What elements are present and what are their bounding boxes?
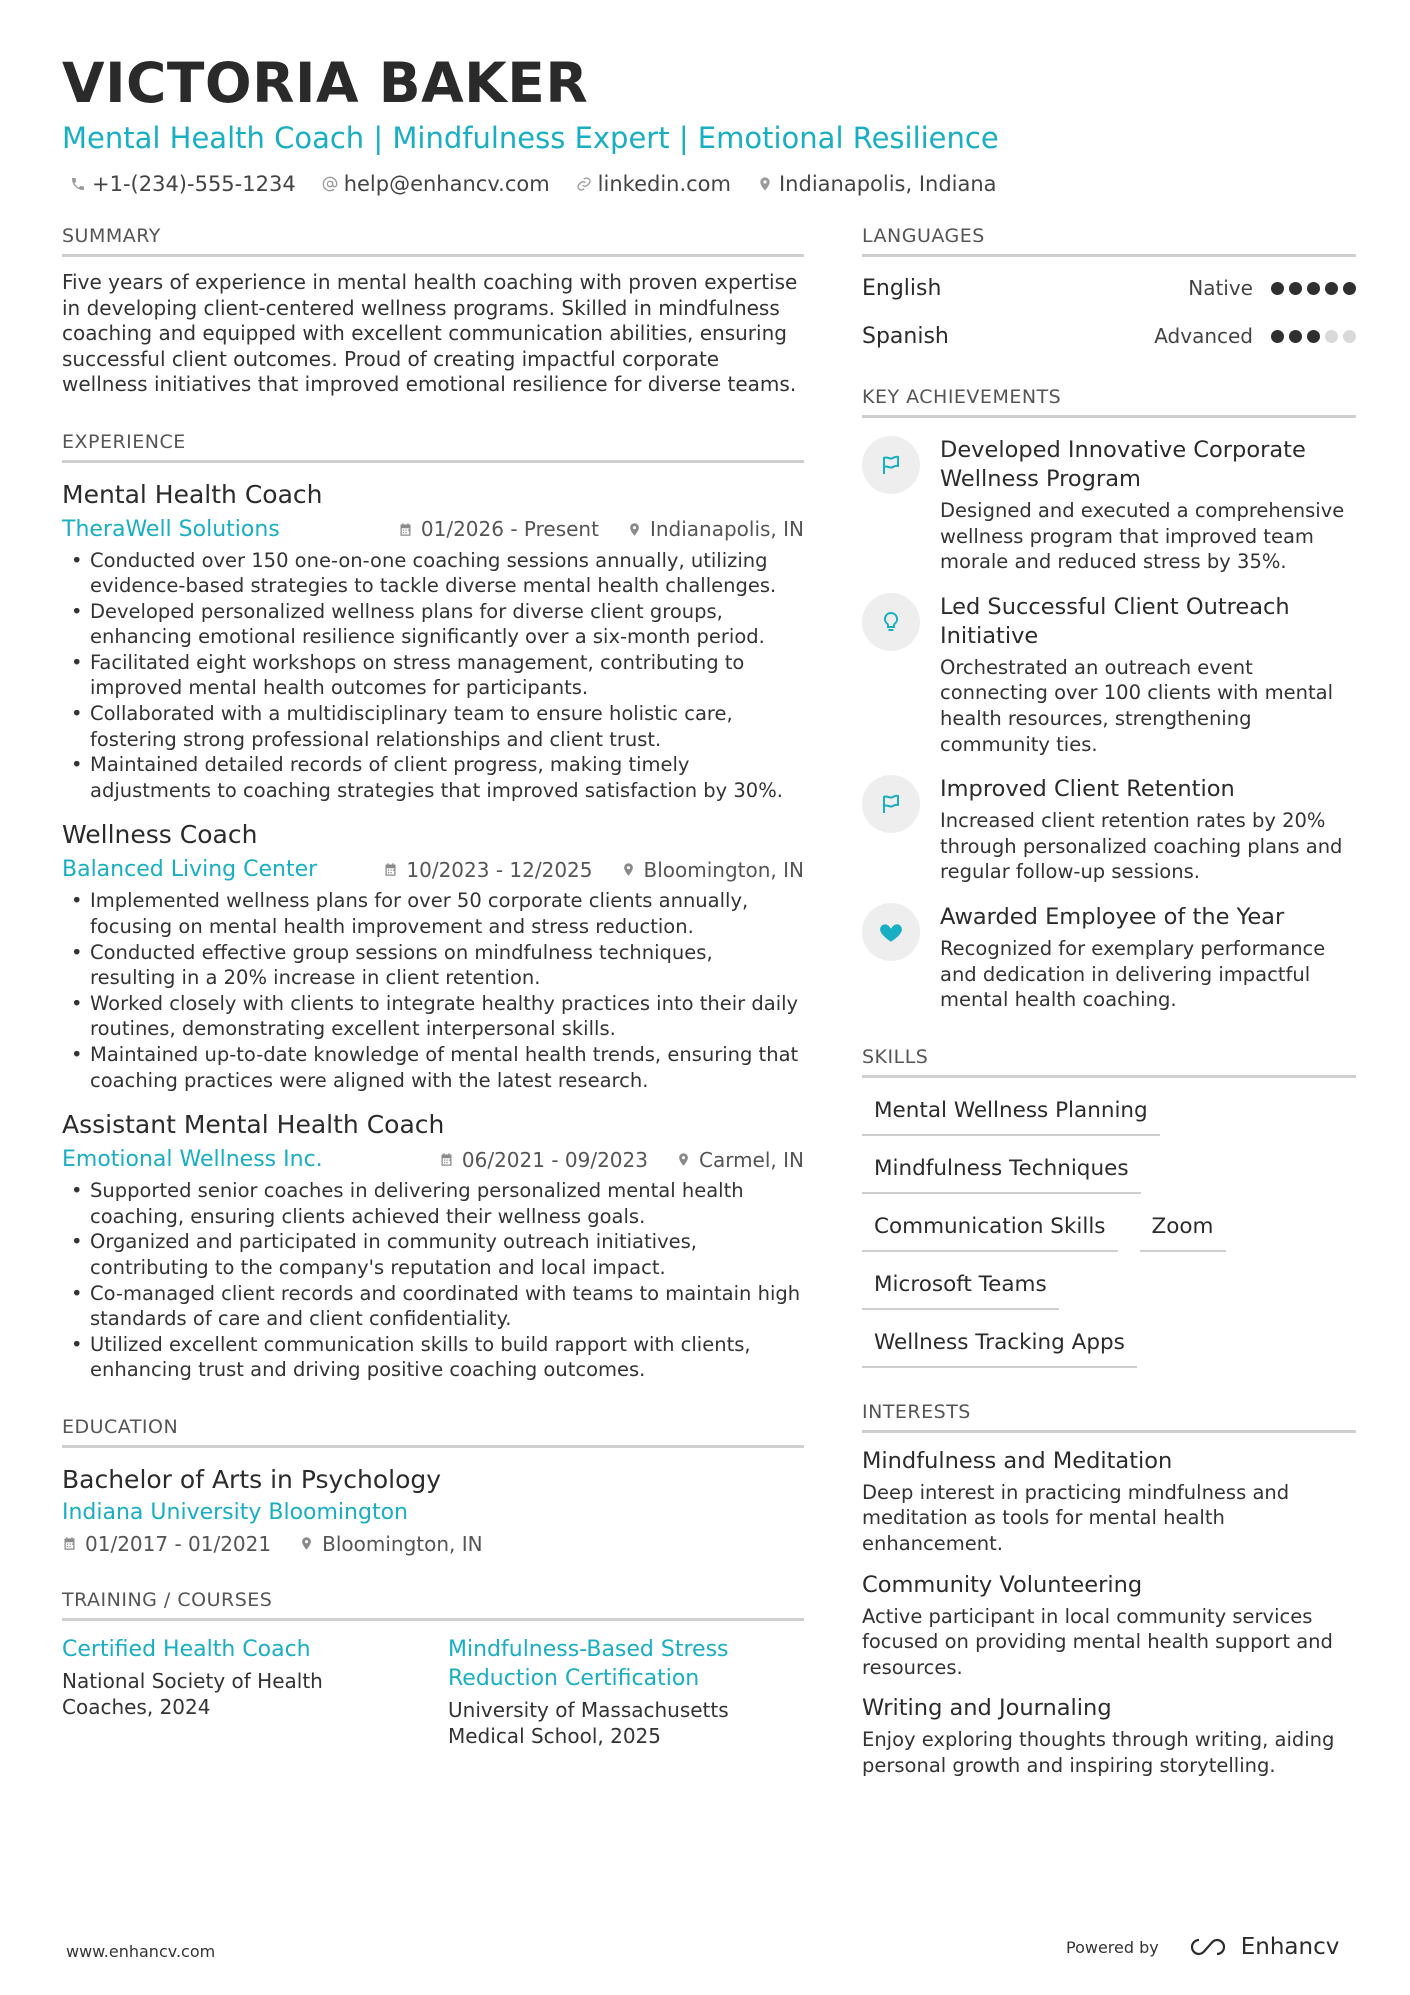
contact-email[interactable] bbox=[322, 170, 550, 198]
skill-tag: Microsoft Teams bbox=[862, 1270, 1059, 1310]
job-bullet: • Conducted effective group sessions on mindfulness techniques, resulting in a 20% increase in client retention. bbox=[62, 940, 804, 991]
resume-header bbox=[62, 52, 1352, 198]
rating-dot bbox=[1289, 282, 1302, 295]
brand-name: Enhancv bbox=[1240, 1934, 1340, 1960]
footer-website[interactable]: www.enhancv.com bbox=[66, 1942, 216, 1961]
achievement-desc: Recognized for exemplary performance and dedication in delivering impactful mental health coaching. bbox=[940, 936, 1326, 1012]
rating-dot bbox=[1307, 282, 1320, 295]
language-rating bbox=[1271, 330, 1356, 343]
course-entry bbox=[448, 1635, 804, 1749]
language-level: Advanced bbox=[1154, 324, 1253, 348]
headline: Mental Health Coach | Mindfulness Expert | Emotional Resilience bbox=[62, 121, 999, 155]
company-name: Balanced Living Center bbox=[62, 857, 318, 883]
language-row bbox=[862, 319, 1356, 353]
job-dates-text: 10/2023 - 12/2025 bbox=[406, 857, 593, 882]
job-dates-text: 01/2026 - Present bbox=[420, 517, 599, 541]
achievement-desc: Increased client retention rates by 20% through personalized coaching plans and regular follow-up sessions. bbox=[940, 809, 1343, 884]
achievement-title: Led Successful Client Outreach Initiative bbox=[940, 593, 1290, 649]
job-bullets bbox=[62, 888, 804, 1093]
heart-icon bbox=[862, 903, 920, 961]
interest-entry bbox=[862, 1447, 1356, 1557]
candidate-name: VICTORIA BAKER bbox=[62, 51, 589, 115]
course-org: University of Massachusetts Medical School, 2025 bbox=[448, 1697, 729, 1748]
education-section bbox=[62, 1415, 804, 1556]
achievement-title: Awarded Employee of the Year bbox=[940, 903, 1285, 930]
job-dates bbox=[439, 1148, 648, 1172]
location-text: Indianapolis, Indiana bbox=[778, 172, 997, 196]
achievement-entry bbox=[862, 775, 1356, 885]
location-pin-icon bbox=[757, 176, 773, 192]
link-icon bbox=[576, 176, 592, 192]
interests-heading: INTERESTS bbox=[862, 1400, 1356, 1433]
powered-by-text: Powered by bbox=[1066, 1937, 1159, 1957]
contact-phone[interactable] bbox=[70, 170, 296, 198]
training-heading: TRAINING / COURSES bbox=[62, 1588, 804, 1621]
skill-tag: Mindfulness Techniques bbox=[862, 1154, 1141, 1194]
training-section bbox=[62, 1588, 804, 1749]
right-column bbox=[862, 224, 1356, 1810]
job-location-text: Bloomington, IN bbox=[643, 857, 804, 882]
languages-section bbox=[862, 224, 1356, 353]
education-dates-text: 01/2017 - 01/2021 bbox=[85, 1531, 272, 1556]
languages-heading: LANGUAGES bbox=[862, 224, 1356, 257]
language-level: Native bbox=[1188, 276, 1253, 300]
brand-logo[interactable] bbox=[1185, 1934, 1340, 1960]
interest-desc: Deep interest in practicing mindfulness and meditation as tools for mental health enhancement. bbox=[862, 1480, 1290, 1555]
achievements-heading: KEY ACHIEVEMENTS bbox=[862, 385, 1356, 418]
interest-entry bbox=[862, 1694, 1356, 1778]
course-entry bbox=[62, 1635, 418, 1749]
achievement-entry bbox=[862, 903, 1356, 1013]
job-dates bbox=[398, 517, 599, 541]
phone-icon bbox=[70, 176, 86, 192]
location-pin-icon bbox=[676, 1152, 691, 1167]
skills-section bbox=[862, 1045, 1356, 1368]
job-bullet: • Maintained up-to-date knowledge of mental health trends, ensuring that coaching practices were aligned with the latest research. bbox=[62, 1042, 804, 1093]
achievement-desc: Designed and executed a comprehensive wellness program that improved team morale and reduced stress by 35%. bbox=[940, 499, 1345, 574]
calendar-icon bbox=[383, 862, 398, 877]
email-text: help@enhancv.com bbox=[343, 172, 550, 196]
location-pin-icon bbox=[627, 522, 642, 537]
job-dates bbox=[383, 858, 592, 882]
phone-text: +1-(234)-555-1234 bbox=[92, 172, 296, 196]
achievement-title: Developed Innovative Corporate Wellness Program bbox=[940, 437, 1306, 492]
education-dates bbox=[62, 1532, 271, 1556]
education-location bbox=[299, 1532, 483, 1556]
job-location-text: Carmel, IN bbox=[698, 1147, 804, 1172]
company-name: Emotional Wellness Inc. bbox=[62, 1147, 323, 1173]
flag-icon bbox=[862, 775, 920, 833]
job-bullet: • Supported senior coaches in delivering personalized mental health coaching, ensuring clients achieved their wellness goals. bbox=[62, 1178, 804, 1229]
experience-heading: EXPERIENCE bbox=[62, 430, 804, 463]
skill-tag: Mental Wellness Planning bbox=[862, 1096, 1160, 1136]
left-column bbox=[62, 224, 804, 1781]
language-name: Spanish bbox=[862, 323, 949, 349]
job-bullets bbox=[62, 1178, 804, 1383]
school-name: Indiana University Bloomington bbox=[62, 1499, 408, 1525]
achievement-desc: Orchestrated an outreach event connecting over 100 clients with mental health resources, strengthening community ties. bbox=[940, 655, 1334, 756]
summary-heading: SUMMARY bbox=[62, 224, 804, 257]
achievement-title: Improved Client Retention bbox=[940, 776, 1235, 803]
skill-tag: Communication Skills bbox=[862, 1212, 1118, 1252]
job-dates-text: 06/2021 - 09/2023 bbox=[461, 1147, 648, 1172]
company-name: TheraWell Solutions bbox=[62, 516, 280, 542]
language-row bbox=[862, 271, 1356, 305]
skills-heading: SKILLS bbox=[862, 1045, 1356, 1078]
interest-desc: Enjoy exploring thoughts through writing, aiding personal growth and inspiring storytelling. bbox=[862, 1728, 1335, 1777]
language-name: English bbox=[862, 275, 942, 301]
job-title: Assistant Mental Health Coach bbox=[62, 1110, 445, 1140]
interest-title: Writing and Journaling bbox=[862, 1695, 1112, 1722]
location-pin-icon bbox=[299, 1536, 314, 1551]
achievement-entry bbox=[862, 436, 1356, 575]
skill-tag: Zoom bbox=[1140, 1212, 1226, 1252]
job-entry bbox=[62, 479, 804, 804]
job-bullet: • Maintained detailed records of client progress, making timely adjustments to coaching strategies that improved satisfaction by 30%. bbox=[62, 752, 804, 803]
interest-title: Mindfulness and Meditation bbox=[862, 1447, 1173, 1474]
calendar-icon bbox=[62, 1536, 77, 1551]
calendar-icon bbox=[398, 522, 413, 537]
job-bullet: • Organized and participated in community outreach initiatives, contributing to the company's reputation and local impact. bbox=[62, 1229, 804, 1280]
lightbulb-icon bbox=[862, 593, 920, 651]
rating-dot bbox=[1271, 282, 1284, 295]
education-heading: EDUCATION bbox=[62, 1415, 804, 1448]
job-bullet: • Worked closely with clients to integrate healthy practices into their daily routines, demonstrating excellent interpersonal skills. bbox=[62, 991, 804, 1042]
linkedin-text: linkedin.com bbox=[597, 172, 731, 196]
job-entry bbox=[62, 819, 804, 1093]
interest-desc: Active participant in local community services focused on providing mental health support and resources. bbox=[862, 1604, 1333, 1679]
rating-dot bbox=[1307, 330, 1320, 343]
at-icon bbox=[322, 176, 338, 192]
job-location bbox=[621, 858, 805, 882]
course-org: National Society of Health Coaches, 2024 bbox=[62, 1668, 323, 1719]
course-title: Mindfulness-Based Stress Reduction Certification bbox=[448, 1636, 729, 1691]
job-location-text: Indianapolis, IN bbox=[649, 517, 804, 541]
location-pin-icon bbox=[621, 862, 636, 877]
achievements-section bbox=[862, 385, 1356, 1013]
achievement-entry bbox=[862, 593, 1356, 757]
rating-dot bbox=[1271, 330, 1284, 343]
skill-tag: Wellness Tracking Apps bbox=[862, 1328, 1137, 1368]
rating-dot bbox=[1325, 330, 1338, 343]
job-title: Wellness Coach bbox=[62, 820, 258, 850]
job-bullet: • Conducted over 150 one-on-one coaching sessions annually, utilizing evidence-based strategies to tackle diverse mental health challenges. bbox=[62, 548, 804, 599]
rating-dot bbox=[1343, 330, 1356, 343]
enhancv-logo-icon bbox=[1185, 1935, 1231, 1959]
job-bullet: • Facilitated eight workshops on stress management, contributing to improved mental health outcomes for participants. bbox=[62, 650, 804, 701]
summary-section bbox=[62, 224, 804, 398]
job-bullets bbox=[62, 548, 804, 804]
interest-title: Community Volunteering bbox=[862, 1571, 1143, 1598]
contact-bar bbox=[70, 170, 1352, 198]
job-entry bbox=[62, 1109, 804, 1383]
job-title: Mental Health Coach bbox=[62, 479, 323, 509]
rating-dot bbox=[1343, 282, 1356, 295]
interest-entry bbox=[862, 1571, 1356, 1681]
degree: Bachelor of Arts in Psychology bbox=[62, 1464, 442, 1494]
experience-section bbox=[62, 430, 804, 1383]
summary-text: Five years of experience in mental health coaching with proven expertise in developing client-centered wellness programs. Skilled in mindfulness coaching and equipped with excellent communication abilities, ensuring successful client outcomes. Proud of creating impactful corporate wellness initiatives that improved emotional resilience for diverse teams. bbox=[62, 270, 798, 396]
footer-branding bbox=[1066, 1934, 1339, 1960]
job-location bbox=[627, 517, 804, 541]
job-location bbox=[676, 1148, 804, 1172]
job-bullet: • Implemented wellness plans for over 50 corporate clients annually, focusing on mental health improvement and stress reduction. bbox=[62, 888, 804, 939]
rating-dot bbox=[1289, 330, 1302, 343]
course-title: Certified Health Coach bbox=[62, 1636, 311, 1662]
language-rating bbox=[1271, 282, 1356, 295]
contact-linkedin[interactable] bbox=[576, 170, 731, 198]
flag-icon bbox=[862, 436, 920, 494]
calendar-icon bbox=[439, 1152, 454, 1167]
job-bullet: • Co-managed client records and coordinated with teams to maintain high standards of care and client confidentiality. bbox=[62, 1281, 804, 1332]
rating-dot bbox=[1325, 282, 1338, 295]
job-bullet: • Utilized excellent communication skills to build rapport with clients, enhancing trust and driving positive coaching outcomes. bbox=[62, 1332, 804, 1383]
job-bullet: • Collaborated with a multidisciplinary team to ensure holistic care, fostering strong professional relationships and client trust. bbox=[62, 701, 804, 752]
interests-section bbox=[862, 1400, 1356, 1779]
education-location-text: Bloomington, IN bbox=[322, 1531, 483, 1556]
job-bullet: • Developed personalized wellness plans for diverse client groups, enhancing emotional resilience significantly over a six-month period. bbox=[62, 599, 804, 650]
contact-location bbox=[757, 170, 997, 198]
